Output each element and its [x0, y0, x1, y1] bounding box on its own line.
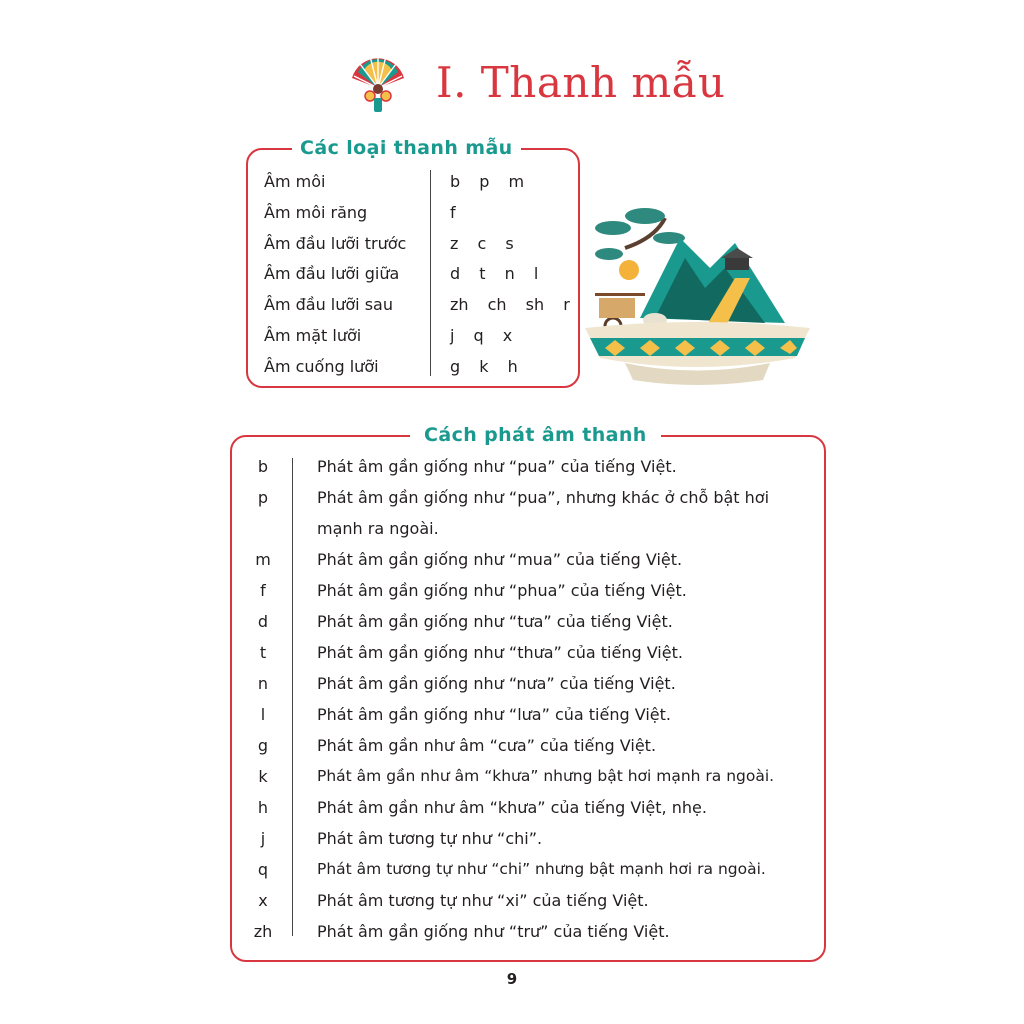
types-row	[264, 320, 574, 351]
fan-icon	[350, 48, 406, 118]
sound-type-letters: j q x	[450, 326, 513, 345]
pronunciation-description: Phát âm gần giống như “mua” của tiếng Việt.	[317, 550, 683, 569]
pronunciation-description: Phát âm tương tự như “xi” của tiếng Việt.	[317, 891, 649, 910]
initial-letter: p	[257, 488, 269, 507]
initial-letter: t	[259, 643, 267, 662]
initial-letter: g	[257, 736, 269, 755]
types-row	[264, 197, 574, 228]
pronunciation-description: Phát âm tương tự như “chi”.	[317, 829, 543, 848]
types-row	[264, 228, 574, 259]
sound-type-letters: d t n l	[450, 264, 539, 283]
pronunciation-divider	[292, 458, 293, 936]
pronunciation-description: Phát âm gần giống như “lưa” của tiếng Việt.	[317, 705, 671, 724]
types-row	[264, 351, 574, 382]
initial-letter: d	[257, 612, 269, 631]
pronunciation-description: Phát âm gần giống như “nưa” của tiếng Việt.	[317, 674, 676, 693]
pronunciation-description: Phát âm gần như âm “khưa” của tiếng Việt, nhẹ.	[317, 798, 707, 817]
pronunciation-description: Phát âm gần như âm “cưa” của tiếng Việt.	[317, 736, 657, 755]
types-row	[264, 289, 574, 320]
sound-type-name: Âm đầu lưỡi sau	[264, 295, 393, 314]
sound-type-letters: b p m	[450, 172, 525, 191]
sound-type-name: Âm đầu lưỡi giữa	[264, 264, 400, 283]
initial-letter: q	[257, 860, 269, 879]
sound-type-name: Âm mặt lưỡi	[264, 326, 362, 345]
pronunciation-description: Phát âm gần như âm “khưa” nhưng bật hơi mạnh ra ngoài.	[317, 767, 775, 785]
initial-letter: j	[260, 829, 266, 848]
initial-letter: b	[257, 457, 269, 476]
pronunciation-box-title: Cách phát âm thanh	[410, 423, 661, 447]
initial-letter: h	[257, 798, 269, 817]
sound-type-letters: zh ch sh r	[450, 295, 570, 314]
pronunciation-description: Phát âm gần giống như “pua”, nhưng khác ở chỗ bật hơi mạnh ra ngoài.	[317, 488, 770, 538]
types-row	[264, 258, 574, 289]
pronunciation-description: Phát âm gần giống như “thưa” của tiếng Việt.	[317, 643, 683, 662]
landscape-bowl-illustration	[585, 198, 810, 388]
sound-type-letters: f	[450, 203, 456, 222]
initial-letter: k	[258, 767, 268, 786]
initial-letter: x	[258, 891, 268, 910]
initial-letter: n	[257, 674, 269, 693]
pronunciation-description: Phát âm gần giống như “tưa” của tiếng Việt.	[317, 612, 673, 631]
sound-type-letters: g k h	[450, 357, 518, 376]
pronunciation-description: Phát âm gần giống như “pua” của tiếng Việt.	[317, 457, 677, 476]
initial-letter: f	[260, 581, 266, 600]
page-title: I. Thanh mẫu	[436, 58, 726, 107]
sound-type-name: Âm cuống lưỡi	[264, 357, 379, 376]
sound-type-name: Âm môi răng	[264, 203, 368, 222]
types-row	[264, 166, 574, 197]
page-number: 9	[506, 970, 518, 988]
pronunciation-description: Phát âm gần giống như “trư” của tiếng Việt.	[317, 922, 670, 941]
types-box-title: Các loại thanh mẫu	[292, 136, 521, 160]
initial-letter: l	[260, 705, 266, 724]
initial-letter: m	[255, 550, 271, 569]
sound-type-letters: z c s	[450, 234, 514, 253]
pronunciation-description: Phát âm tương tự như “chi” nhưng bật mạnh hơi ra ngoài.	[317, 860, 766, 878]
sound-type-name: Âm môi	[264, 172, 326, 191]
initial-letter: zh	[253, 922, 273, 941]
pronunciation-description: Phát âm gần giống như “phua” của tiếng Việt.	[317, 581, 687, 600]
sound-type-name: Âm đầu lưỡi trước	[264, 234, 407, 253]
